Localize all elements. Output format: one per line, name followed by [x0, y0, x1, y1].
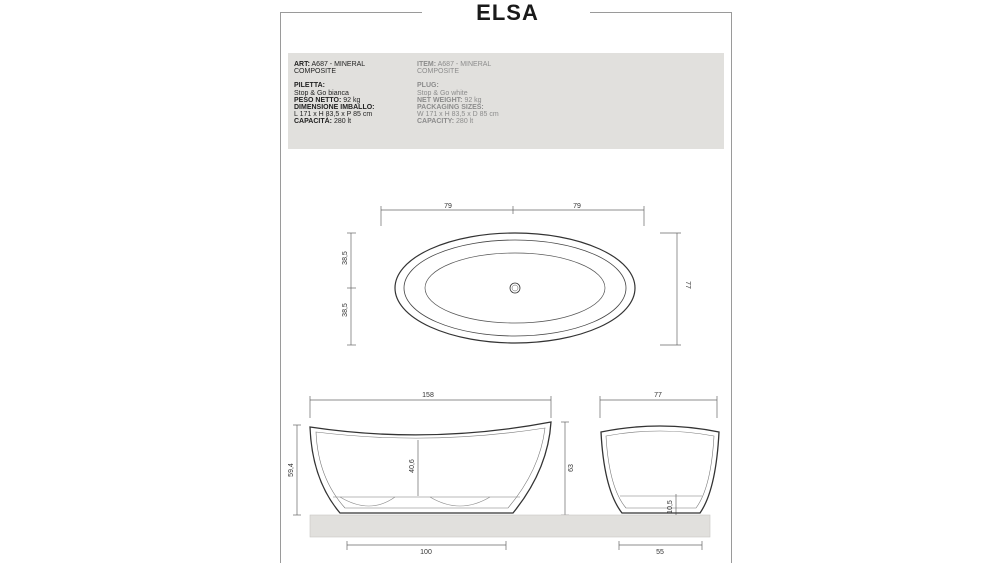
piletta-label: PILETTA: [294, 82, 325, 90]
dim-top-left: 79 [444, 203, 452, 210]
art-value: A687 - MINERAL [311, 61, 366, 68]
weight-label: NET WEIGHT: [417, 96, 463, 104]
item-value: A687 - MINERAL [437, 61, 492, 68]
dim-side-length: 158 [422, 392, 434, 399]
top-view [347, 206, 681, 345]
weight-value: 92 kg [464, 96, 482, 104]
piletta-value: Stop & Go bianca [294, 89, 349, 97]
capacity-value: 280 lt [456, 118, 474, 126]
dim-front-foot: 10,5 [667, 500, 674, 514]
plug-value: Stop & Go white [417, 89, 468, 97]
dim-front-width: 77 [654, 392, 662, 399]
peso-label: PESO NETTO: [294, 96, 342, 104]
packaging-label: PACKAGING SIZES: [417, 104, 484, 112]
peso-value: 92 kg [343, 96, 361, 104]
dimensione-label: DIMENSIONE IMBALLO: [294, 104, 375, 112]
dim-side-height: 59,4 [288, 463, 295, 477]
capacita-value: 280 lt [333, 118, 352, 126]
packaging-value: W 171 x H 83,5 x D 85 cm [417, 111, 499, 119]
product-title: ELSA [476, 0, 539, 25]
dim-half-width-bottom: 38,5 [342, 303, 349, 317]
dim-front-base: 55 [656, 549, 664, 556]
dim-total-width: 77 [684, 281, 691, 289]
capacita-label: CAPACITÀ: [294, 118, 332, 126]
plug-label: PLUG: [417, 82, 439, 90]
dim-inner-depth: 40,6 [409, 459, 416, 473]
dim-top-right: 79 [573, 203, 581, 210]
item-value-cont: COMPOSITE [417, 68, 460, 76]
side-view [293, 396, 710, 550]
capacity-label: CAPACITY: [417, 118, 455, 126]
dim-half-width-top: 38,5 [342, 251, 349, 265]
item-label: ITEM: [417, 61, 437, 68]
dim-base-length: 100 [420, 549, 432, 556]
art-label: ART: [294, 61, 310, 68]
dimensione-value: L 171 x H 83,5 x P 85 cm [294, 111, 373, 119]
dim-rim-height: 63 [568, 464, 575, 472]
art-value-cont: COMPOSITE [294, 68, 337, 76]
